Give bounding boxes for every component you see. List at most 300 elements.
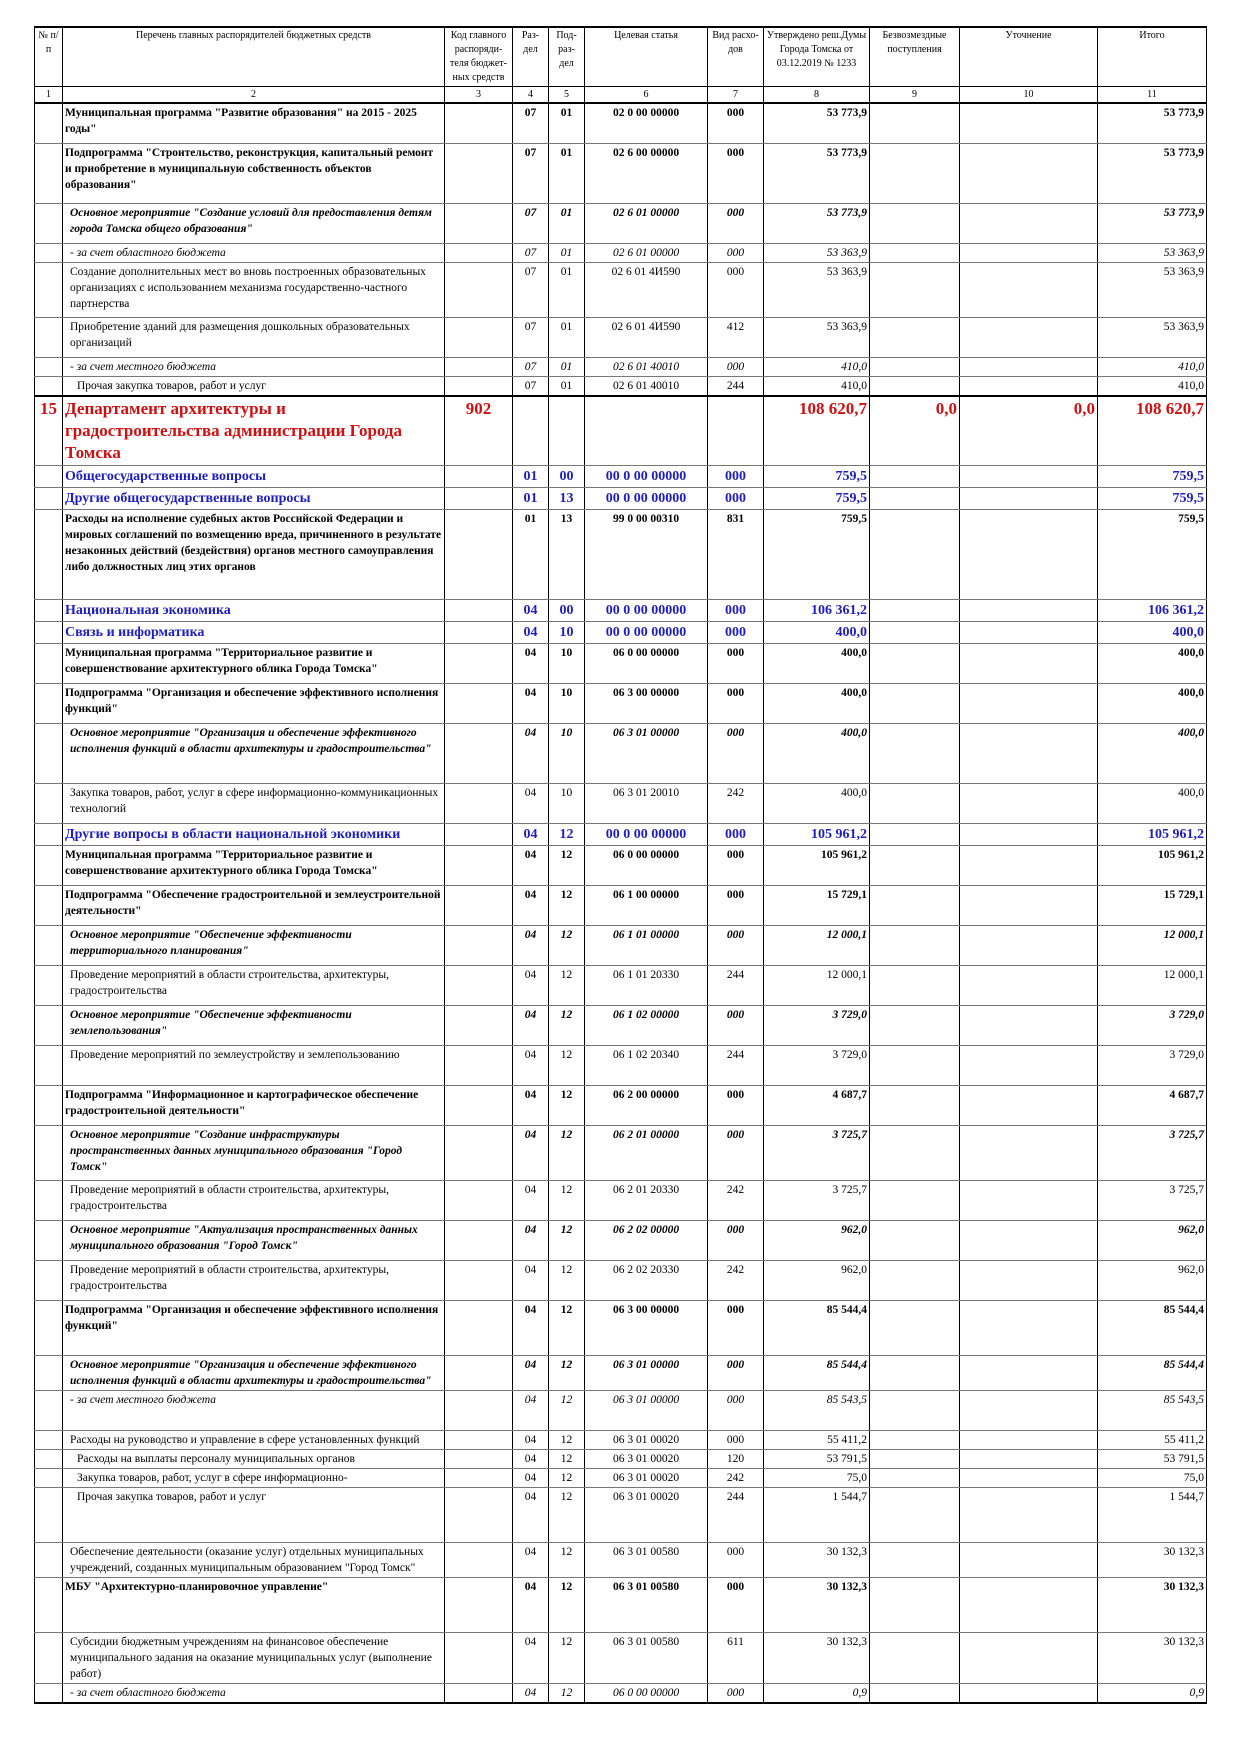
cell-vid: 000 [708, 643, 764, 683]
cell-num [35, 317, 63, 357]
cell-podrazdel: 12 [549, 1355, 585, 1390]
cell-total: 400,0 [1098, 683, 1207, 723]
cell-article: 00 0 00 00000 [585, 465, 708, 487]
cell-clarification [960, 357, 1098, 376]
header-razdel: Раз-дел [513, 27, 549, 87]
table-row [35, 509, 1207, 599]
cell-total: 53 363,9 [1098, 317, 1207, 357]
cell-razdel: 07 [513, 262, 549, 317]
col-number: 2 [63, 87, 445, 104]
cell-code [445, 1577, 513, 1632]
col-number: 9 [870, 87, 960, 104]
cell-name: Подпрограмма "Организация и обеспечение эффективного исполнения функций" [63, 683, 445, 723]
table-row [35, 1260, 1207, 1300]
cell-name: Проведение мероприятий в области строительства, архитектуры, градостроительства [63, 1260, 445, 1300]
cell-total: 30 132,3 [1098, 1542, 1207, 1577]
cell-total: 12 000,1 [1098, 965, 1207, 1005]
cell-vid: 000 [708, 487, 764, 509]
cell-name: Департамент архитектуры и градостроительства администрации Города Томска [63, 396, 445, 466]
col-number: 6 [585, 87, 708, 104]
cell-article: 06 0 00 00000 [585, 1683, 708, 1703]
cell-podrazdel: 12 [549, 1085, 585, 1125]
cell-vid: 000 [708, 1577, 764, 1632]
col-number: 10 [960, 87, 1098, 104]
cell-name: Национальная экономика [63, 599, 445, 621]
cell-vid: 000 [708, 823, 764, 845]
cell-razdel: 04 [513, 621, 549, 643]
cell-num [35, 1632, 63, 1683]
cell-vid: 000 [708, 1125, 764, 1180]
col-number: 4 [513, 87, 549, 104]
table-row [35, 357, 1207, 376]
column-numbers-row [35, 87, 1207, 104]
cell-num [35, 1180, 63, 1220]
cell-num [35, 965, 63, 1005]
cell-clarification [960, 1125, 1098, 1180]
cell-clarification: 0,0 [960, 396, 1098, 466]
cell-gratuitous [870, 103, 960, 143]
cell-article: 00 0 00 00000 [585, 621, 708, 643]
cell-code [445, 376, 513, 396]
cell-num [35, 1449, 63, 1468]
cell-gratuitous [870, 1125, 960, 1180]
cell-num [35, 783, 63, 823]
cell-podrazdel: 13 [549, 509, 585, 599]
cell-code [445, 783, 513, 823]
header-article: Целевая статья [585, 27, 708, 87]
header-code: Код главного распоряди-теля бюджет-ных средств [445, 27, 513, 87]
table-row [35, 376, 1207, 396]
cell-razdel: 04 [513, 1180, 549, 1220]
cell-name: - за счет местного бюджета [63, 1390, 445, 1430]
cell-podrazdel: 01 [549, 143, 585, 203]
cell-gratuitous [870, 1390, 960, 1430]
cell-approved: 53 773,9 [764, 203, 870, 243]
cell-article: 02 6 01 4И590 [585, 262, 708, 317]
cell-name: Прочая закупка товаров, работ и услуг [63, 1487, 445, 1542]
cell-num [35, 1683, 63, 1703]
cell-gratuitous [870, 1355, 960, 1390]
cell-vid: 000 [708, 723, 764, 783]
cell-approved: 30 132,3 [764, 1577, 870, 1632]
cell-clarification [960, 1430, 1098, 1449]
cell-gratuitous [870, 1542, 960, 1577]
cell-total: 759,5 [1098, 509, 1207, 599]
cell-num: 15 [35, 396, 63, 466]
cell-clarification [960, 845, 1098, 885]
cell-code [445, 1468, 513, 1487]
cell-vid: 242 [708, 1180, 764, 1220]
cell-article: 06 1 01 00000 [585, 925, 708, 965]
cell-razdel: 04 [513, 599, 549, 621]
cell-podrazdel: 12 [549, 1390, 585, 1430]
cell-num [35, 823, 63, 845]
table-row [35, 845, 1207, 885]
cell-razdel: 07 [513, 203, 549, 243]
cell-approved: 962,0 [764, 1220, 870, 1260]
cell-clarification [960, 925, 1098, 965]
cell-gratuitous [870, 317, 960, 357]
cell-vid: 000 [708, 621, 764, 643]
cell-num [35, 357, 63, 376]
cell-approved: 400,0 [764, 643, 870, 683]
cell-vid: 244 [708, 1487, 764, 1542]
cell-article: 06 2 02 20330 [585, 1260, 708, 1300]
cell-clarification [960, 317, 1098, 357]
table-row [35, 487, 1207, 509]
cell-name: Закупка товаров, работ, услуг в сфере информационно-коммуникационных технологий [63, 783, 445, 823]
cell-article: 06 3 01 00580 [585, 1577, 708, 1632]
cell-code [445, 885, 513, 925]
cell-name: Муниципальная программа "Территориальное развитие и совершенствование архитектурного облика Города Томска" [63, 643, 445, 683]
cell-approved: 4 687,7 [764, 1085, 870, 1125]
table-row [35, 262, 1207, 317]
cell-clarification [960, 1468, 1098, 1487]
cell-name: Муниципальная программа "Территориальное развитие и совершенствование архитектурного облика Города Томска" [63, 845, 445, 885]
cell-vid: 000 [708, 1300, 764, 1355]
cell-razdel: 04 [513, 1449, 549, 1468]
cell-vid: 242 [708, 1260, 764, 1300]
cell-vid: 242 [708, 783, 764, 823]
cell-approved: 85 543,5 [764, 1390, 870, 1430]
cell-approved: 53 791,5 [764, 1449, 870, 1468]
cell-razdel: 04 [513, 1085, 549, 1125]
cell-razdel: 07 [513, 103, 549, 143]
cell-num [35, 1085, 63, 1125]
table-row [35, 1390, 1207, 1430]
cell-podrazdel: 01 [549, 243, 585, 262]
cell-num [35, 1542, 63, 1577]
cell-article: 06 3 01 00580 [585, 1542, 708, 1577]
cell-approved: 12 000,1 [764, 965, 870, 1005]
cell-article: 02 6 01 4И590 [585, 317, 708, 357]
cell-vid: 000 [708, 1542, 764, 1577]
cell-approved: 400,0 [764, 723, 870, 783]
cell-gratuitous [870, 845, 960, 885]
table-row [35, 1632, 1207, 1683]
cell-total: 962,0 [1098, 1220, 1207, 1260]
table-row [35, 317, 1207, 357]
cell-article: 00 0 00 00000 [585, 599, 708, 621]
cell-vid [708, 396, 764, 466]
cell-podrazdel: 01 [549, 262, 585, 317]
cell-num [35, 1005, 63, 1045]
cell-gratuitous [870, 262, 960, 317]
cell-podrazdel: 00 [549, 465, 585, 487]
cell-razdel: 07 [513, 357, 549, 376]
cell-code [445, 1180, 513, 1220]
cell-approved: 108 620,7 [764, 396, 870, 466]
cell-total: 85 544,4 [1098, 1300, 1207, 1355]
cell-approved: 85 544,4 [764, 1300, 870, 1355]
cell-code [445, 1085, 513, 1125]
cell-podrazdel: 12 [549, 925, 585, 965]
cell-name: Расходы на руководство и управление в сфере установленных функций [63, 1430, 445, 1449]
cell-vid: 611 [708, 1632, 764, 1683]
cell-approved: 759,5 [764, 487, 870, 509]
cell-podrazdel [549, 396, 585, 466]
cell-approved: 400,0 [764, 783, 870, 823]
cell-total: 85 544,4 [1098, 1355, 1207, 1390]
table-row [35, 885, 1207, 925]
cell-approved: 55 411,2 [764, 1430, 870, 1449]
cell-approved: 962,0 [764, 1260, 870, 1300]
cell-vid: 000 [708, 262, 764, 317]
cell-name: МБУ "Архитектурно-планировочное управление" [63, 1577, 445, 1632]
table-row [35, 925, 1207, 965]
cell-podrazdel: 12 [549, 1683, 585, 1703]
cell-razdel: 04 [513, 1577, 549, 1632]
cell-num [35, 1577, 63, 1632]
cell-num [35, 1260, 63, 1300]
header-podrazdel: Под-раз-дел [549, 27, 585, 87]
table-row [35, 599, 1207, 621]
cell-code [445, 1300, 513, 1355]
cell-clarification [960, 243, 1098, 262]
header-approved: Утверждено реш.Думы Города Томска от 03.12.2019 № 1233 [764, 27, 870, 87]
cell-razdel: 04 [513, 1468, 549, 1487]
cell-podrazdel: 12 [549, 1632, 585, 1683]
cell-article: 99 0 00 00310 [585, 509, 708, 599]
cell-gratuitous [870, 965, 960, 1005]
cell-name: Создание дополнительных мест во вновь построенных образовательных организациях с использованием механизма государственно-частного партнерства [63, 262, 445, 317]
cell-razdel: 07 [513, 317, 549, 357]
cell-name: Основное мероприятие "Обеспечение эффективности землепользования" [63, 1005, 445, 1045]
cell-num [35, 509, 63, 599]
cell-article [585, 396, 708, 466]
cell-razdel: 04 [513, 683, 549, 723]
cell-vid: 412 [708, 317, 764, 357]
cell-code [445, 621, 513, 643]
cell-total: 410,0 [1098, 357, 1207, 376]
cell-total: 53 363,9 [1098, 243, 1207, 262]
table-row [35, 1430, 1207, 1449]
cell-razdel: 01 [513, 487, 549, 509]
cell-num [35, 1430, 63, 1449]
cell-approved: 410,0 [764, 376, 870, 396]
cell-article: 02 6 01 00000 [585, 203, 708, 243]
cell-clarification [960, 1632, 1098, 1683]
cell-name: Проведение мероприятий по землеустройству и землепользованию [63, 1045, 445, 1085]
cell-num [35, 243, 63, 262]
cell-name: Связь и информатика [63, 621, 445, 643]
cell-total: 75,0 [1098, 1468, 1207, 1487]
cell-code [445, 1487, 513, 1542]
table-row [35, 783, 1207, 823]
cell-razdel: 04 [513, 1542, 549, 1577]
cell-total: 12 000,1 [1098, 925, 1207, 965]
cell-code [445, 465, 513, 487]
cell-clarification [960, 1577, 1098, 1632]
cell-razdel: 04 [513, 643, 549, 683]
cell-razdel: 07 [513, 243, 549, 262]
cell-gratuitous [870, 885, 960, 925]
cell-clarification [960, 1542, 1098, 1577]
cell-vid: 244 [708, 376, 764, 396]
cell-razdel: 04 [513, 1005, 549, 1045]
cell-razdel: 04 [513, 1300, 549, 1355]
cell-gratuitous [870, 1430, 960, 1449]
cell-article: 06 3 01 00580 [585, 1632, 708, 1683]
cell-gratuitous [870, 376, 960, 396]
cell-code [445, 1390, 513, 1430]
cell-total: 759,5 [1098, 487, 1207, 509]
cell-article: 06 0 00 00000 [585, 643, 708, 683]
cell-gratuitous [870, 925, 960, 965]
cell-clarification [960, 103, 1098, 143]
cell-podrazdel: 10 [549, 683, 585, 723]
cell-approved: 410,0 [764, 357, 870, 376]
cell-article: 06 3 00 00000 [585, 1300, 708, 1355]
cell-name: Закупка товаров, работ, услуг в сфере информационно- [63, 1468, 445, 1487]
table-row [35, 823, 1207, 845]
cell-num [35, 376, 63, 396]
cell-clarification [960, 643, 1098, 683]
cell-podrazdel: 12 [549, 1220, 585, 1260]
cell-article: 06 0 00 00000 [585, 845, 708, 885]
cell-clarification [960, 1449, 1098, 1468]
cell-approved: 53 773,9 [764, 103, 870, 143]
cell-approved: 759,5 [764, 465, 870, 487]
cell-razdel: 04 [513, 1045, 549, 1085]
table-row [35, 1125, 1207, 1180]
cell-code [445, 723, 513, 783]
table-row [35, 1449, 1207, 1468]
table-row [35, 1542, 1207, 1577]
cell-clarification [960, 1045, 1098, 1085]
cell-gratuitous [870, 143, 960, 203]
cell-name: Другие вопросы в области национальной экономики [63, 823, 445, 845]
cell-approved: 53 363,9 [764, 317, 870, 357]
cell-podrazdel: 12 [549, 1045, 585, 1085]
cell-gratuitous [870, 465, 960, 487]
cell-razdel: 04 [513, 1390, 549, 1430]
cell-name: Основное мероприятие "Создание инфраструктуры пространственных данных муниципального образования "Город Томск" [63, 1125, 445, 1180]
cell-name: Другие общегосударственные вопросы [63, 487, 445, 509]
cell-podrazdel: 00 [549, 599, 585, 621]
cell-approved: 400,0 [764, 683, 870, 723]
cell-vid: 000 [708, 599, 764, 621]
cell-num [35, 621, 63, 643]
cell-approved: 85 544,4 [764, 1355, 870, 1390]
cell-razdel [513, 396, 549, 466]
cell-code [445, 143, 513, 203]
cell-num [35, 885, 63, 925]
cell-num [35, 1487, 63, 1542]
cell-code: 902 [445, 396, 513, 466]
cell-code [445, 599, 513, 621]
cell-razdel: 04 [513, 885, 549, 925]
cell-razdel: 04 [513, 1355, 549, 1390]
header-num: № п/п [35, 27, 63, 87]
budget-table [34, 26, 1207, 1704]
cell-article: 02 6 01 00000 [585, 243, 708, 262]
table-row [35, 1005, 1207, 1045]
cell-podrazdel: 12 [549, 1449, 585, 1468]
cell-podrazdel: 12 [549, 1180, 585, 1220]
table-row [35, 643, 1207, 683]
cell-podrazdel: 01 [549, 203, 585, 243]
cell-podrazdel: 10 [549, 643, 585, 683]
cell-article: 02 6 00 00000 [585, 143, 708, 203]
cell-total: 3 729,0 [1098, 1045, 1207, 1085]
cell-clarification [960, 783, 1098, 823]
cell-gratuitous [870, 509, 960, 599]
cell-total: 53 773,9 [1098, 103, 1207, 143]
cell-clarification [960, 1220, 1098, 1260]
cell-total: 55 411,2 [1098, 1430, 1207, 1449]
cell-clarification [960, 487, 1098, 509]
table-row [35, 1355, 1207, 1390]
cell-podrazdel: 12 [549, 1542, 585, 1577]
cell-razdel: 04 [513, 823, 549, 845]
cell-approved: 1 544,7 [764, 1487, 870, 1542]
table-row [35, 396, 1207, 466]
cell-vid: 000 [708, 1430, 764, 1449]
cell-gratuitous [870, 643, 960, 683]
cell-approved: 15 729,1 [764, 885, 870, 925]
cell-gratuitous [870, 487, 960, 509]
cell-gratuitous [870, 723, 960, 783]
cell-vid: 000 [708, 1683, 764, 1703]
cell-code [445, 643, 513, 683]
cell-num [35, 683, 63, 723]
cell-num [35, 262, 63, 317]
cell-clarification [960, 1260, 1098, 1300]
cell-clarification [960, 683, 1098, 723]
cell-podrazdel: 01 [549, 317, 585, 357]
cell-podrazdel: 12 [549, 1125, 585, 1180]
cell-podrazdel: 12 [549, 1577, 585, 1632]
cell-article: 06 2 01 20330 [585, 1180, 708, 1220]
cell-clarification [960, 965, 1098, 1005]
cell-num [35, 1045, 63, 1085]
cell-gratuitous [870, 823, 960, 845]
cell-num [35, 1390, 63, 1430]
cell-total: 400,0 [1098, 621, 1207, 643]
cell-name: Муниципальная программа "Развитие образования" на 2015 - 2025 годы" [63, 103, 445, 143]
cell-vid: 000 [708, 885, 764, 925]
cell-code [445, 1355, 513, 1390]
cell-podrazdel: 01 [549, 103, 585, 143]
cell-vid: 000 [708, 845, 764, 885]
cell-code [445, 487, 513, 509]
cell-razdel: 07 [513, 376, 549, 396]
cell-total: 4 687,7 [1098, 1085, 1207, 1125]
cell-clarification [960, 262, 1098, 317]
cell-razdel: 04 [513, 1220, 549, 1260]
cell-approved: 3 729,0 [764, 1005, 870, 1045]
cell-vid: 000 [708, 243, 764, 262]
cell-article: 06 2 00 00000 [585, 1085, 708, 1125]
cell-razdel: 04 [513, 965, 549, 1005]
cell-article: 06 1 00 00000 [585, 885, 708, 925]
cell-num [35, 143, 63, 203]
cell-razdel: 04 [513, 925, 549, 965]
table-row [35, 723, 1207, 783]
cell-podrazdel: 10 [549, 723, 585, 783]
cell-name: Проведение мероприятий в области строительства, архитектуры, градостроительства [63, 965, 445, 1005]
col-number: 7 [708, 87, 764, 104]
table-row [35, 621, 1207, 643]
cell-article: 06 3 01 00000 [585, 723, 708, 783]
cell-code [445, 243, 513, 262]
cell-article: 06 2 02 00000 [585, 1220, 708, 1260]
cell-article: 06 3 01 00020 [585, 1468, 708, 1487]
cell-code [445, 965, 513, 1005]
cell-code [445, 317, 513, 357]
cell-approved: 30 132,3 [764, 1632, 870, 1683]
